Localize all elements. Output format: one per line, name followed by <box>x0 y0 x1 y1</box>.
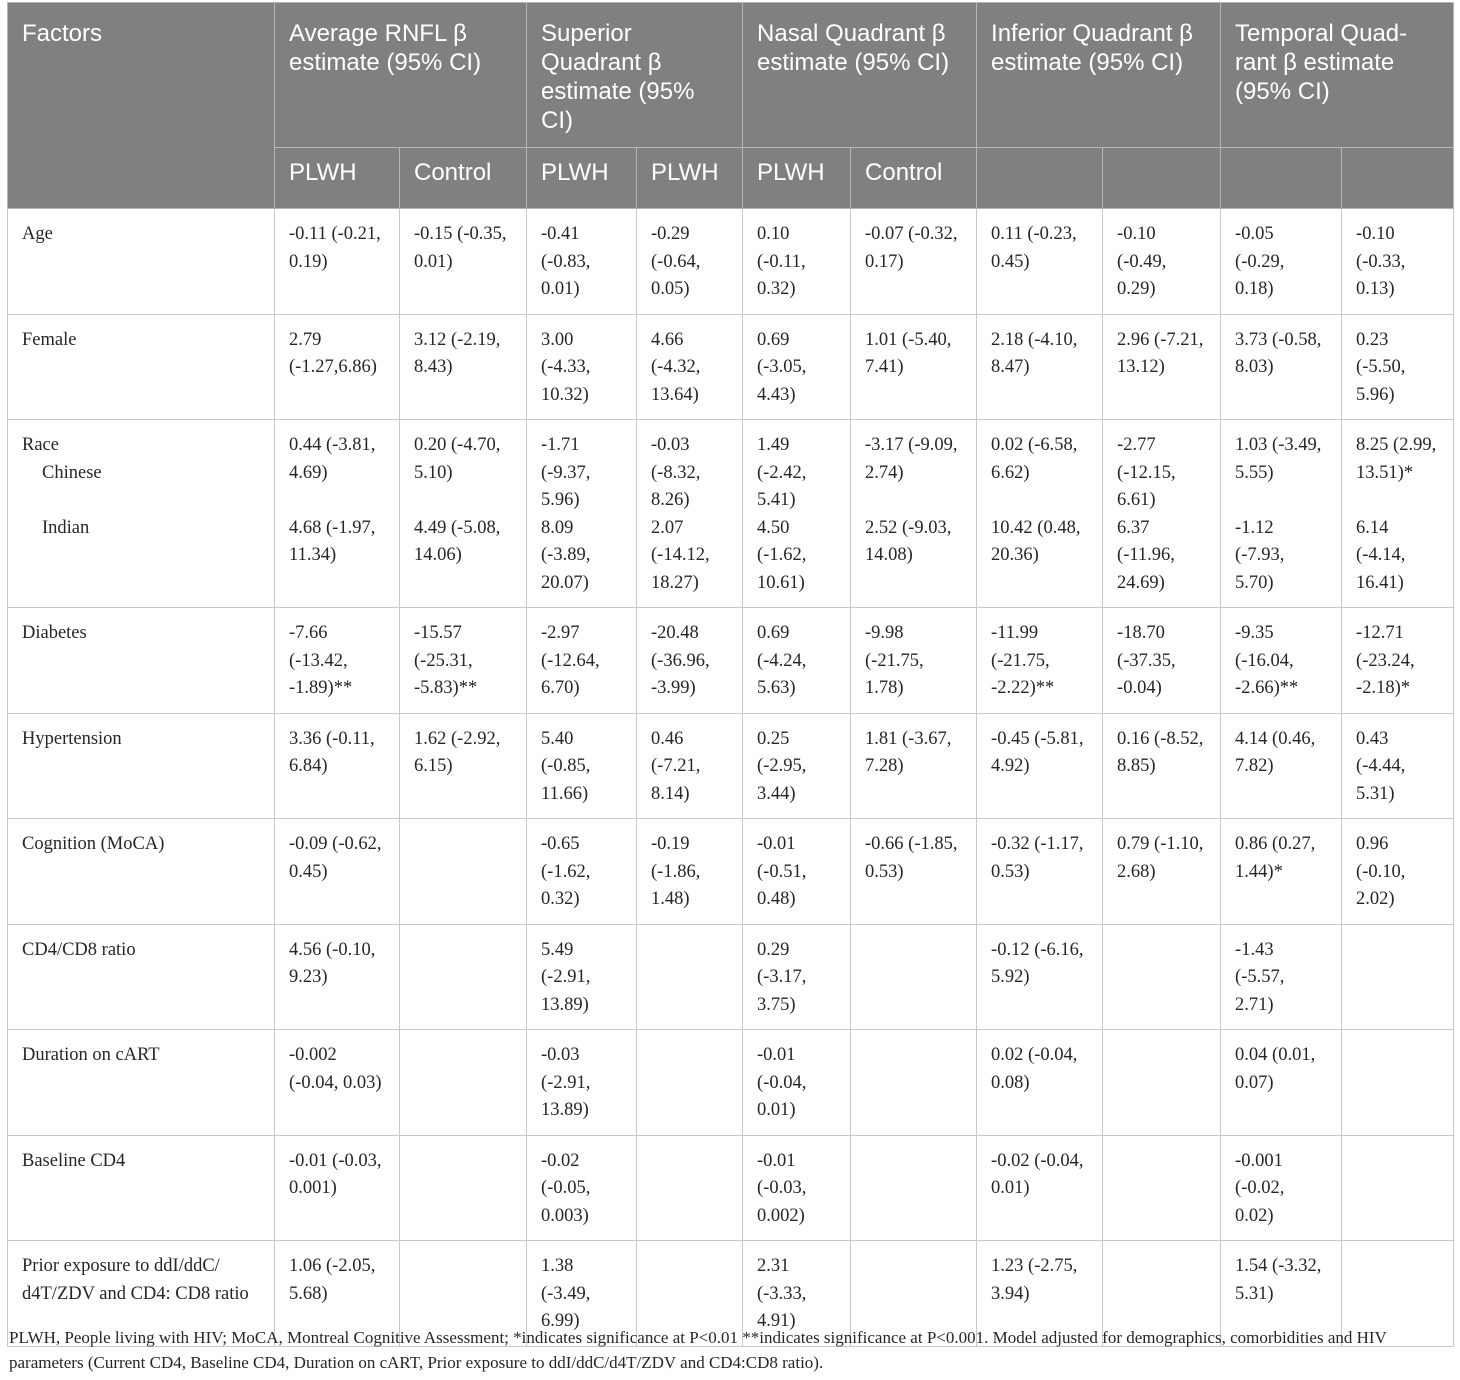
table-row <box>8 314 1454 420</box>
chinese-value: 0.02 (-6.58, 6.62) <box>991 435 1078 483</box>
table-header <box>8 3 1454 209</box>
subheader-cell <box>1342 148 1454 209</box>
race-indian-label: Indian <box>42 517 90 538</box>
table-cell: -0.41 (-0.83, 0.01) <box>527 209 637 315</box>
table-cell: -0.002 (-0.04, 0.03) <box>275 1030 400 1136</box>
indian-value: 2.52 (-9.03, 14.08) <box>865 517 952 565</box>
table-cell: -9.35 (-16.04, -2.66)** <box>1221 608 1342 714</box>
table-row <box>8 1135 1454 1241</box>
table-cell <box>400 924 527 1030</box>
chinese-value: 0.44 (-3.81, 4.69) <box>289 435 376 483</box>
row-factor: Cognition (MoCA) <box>8 819 275 925</box>
table-cell <box>637 924 743 1030</box>
table-cell: -18.70 (-37.35, -0.04) <box>1103 608 1221 714</box>
table-cell: -0.11 (-0.21, 0.19) <box>275 209 400 315</box>
table-cell: 4.14 (0.46, 7.82) <box>1221 713 1342 819</box>
table-cell: 3.36 (-0.11, 6.84) <box>275 713 400 819</box>
subheader-cell: PLWH <box>637 148 743 209</box>
table-cell: 0.23 (-5.50, 5.96) <box>1342 314 1454 420</box>
table-cell <box>527 420 637 608</box>
table-cell <box>1221 420 1342 608</box>
table-cell <box>400 819 527 925</box>
table-cell: 0.25 (-2.95, 3.44) <box>743 713 851 819</box>
chinese-value: 1.03 (-3.49, 5.55) <box>1235 435 1322 483</box>
table-cell <box>977 420 1103 608</box>
indian-value: 6.37 (-11.96, 24.69) <box>1117 517 1175 593</box>
table-cell: -20.48 (-36.96, -3.99) <box>637 608 743 714</box>
table-cell: 0.16 (-8.52, 8.85) <box>1103 713 1221 819</box>
table-cell: -0.15 (-0.35, 0.01) <box>400 209 527 315</box>
table-cell: -0.66 (-1.85, 0.53) <box>851 819 977 925</box>
row-factor: Hypertension <box>8 713 275 819</box>
table-cell: 2.96 (-7.21, 13.12) <box>1103 314 1221 420</box>
table-cell: -0.03 (-2.91, 13.89) <box>527 1030 637 1136</box>
chinese-value: -2.77 (-12.15, 6.61) <box>1117 435 1176 510</box>
table-row <box>8 819 1454 925</box>
table-cell: -1.43 (-5.57, 2.71) <box>1221 924 1342 1030</box>
table-cell: -12.71 (-23.24, -2.18)* <box>1342 608 1454 714</box>
table-cell: -0.19 (-1.86, 1.48) <box>637 819 743 925</box>
table-row <box>8 713 1454 819</box>
regression-table <box>7 2 1454 1347</box>
race-chinese-label: Chinese <box>42 462 102 483</box>
table-cell: 0.02 (-0.04, 0.08) <box>977 1030 1103 1136</box>
table-cell: 1.54 (-3.32, 5.31) <box>1221 1241 1342 1347</box>
table-cell: 0.29 (-3.17, 3.75) <box>743 924 851 1030</box>
table-cell: -0.01 (-0.04, 0.01) <box>743 1030 851 1136</box>
row-factor-label: Race <box>22 435 59 455</box>
table-cell: 0.04 (0.01, 0.07) <box>1221 1030 1342 1136</box>
subheader-cell: Control <box>400 148 527 209</box>
table-body <box>8 209 1454 1347</box>
table-cell: 1.23 (-2.75, 3.94) <box>977 1241 1103 1347</box>
table-cell: -0.02 (-0.04, 0.01) <box>977 1135 1103 1241</box>
table-cell: -7.66 (-13.42, -1.89)** <box>275 608 400 714</box>
table-cell <box>743 420 851 608</box>
table-row <box>8 608 1454 714</box>
table-row <box>8 1030 1454 1136</box>
header-nasal-quadrant: Nasal Quadrant β estimate (95% CI) <box>743 3 977 148</box>
header-factors: Factors <box>8 3 275 209</box>
table-cell: 2.18 (-4.10, 8.47) <box>977 314 1103 420</box>
subheader-cell: PLWH <box>275 148 400 209</box>
indian-value: 6.14 (-4.14, 16.41) <box>1356 517 1406 593</box>
table-cell <box>1103 1030 1221 1136</box>
table-cell: 0.10 (-0.11, 0.32) <box>743 209 851 315</box>
indian-value: -1.12 (-7.93, 5.70) <box>1235 517 1285 593</box>
table-cell: -0.10 (-0.33, 0.13) <box>1342 209 1454 315</box>
table-cell: 0.79 (-1.10, 2.68) <box>1103 819 1221 925</box>
table-cell: 2.31 (-3.33, 4.91) <box>743 1241 851 1347</box>
row-factor: Prior exposure to ddI/ddC/ d4T/ZDV and CD4: CD8 ratio <box>8 1241 275 1347</box>
table-cell: -0.07 (-0.32, 0.17) <box>851 209 977 315</box>
table-cell <box>1103 1135 1221 1241</box>
indian-value: 8.09 (-3.89, 20.07) <box>541 517 591 593</box>
subheader-cell: PLWH <box>527 148 637 209</box>
table-cell: -0.05 (-0.29, 0.18) <box>1221 209 1342 315</box>
table-cell: 4.66 (-4.32, 13.64) <box>637 314 743 420</box>
table-cell: -0.01 (-0.03, 0.001) <box>275 1135 400 1241</box>
chinese-value: 8.25 (2.99, 13.51)* <box>1356 435 1437 483</box>
table-cell <box>637 420 743 608</box>
table-cell <box>1103 420 1221 608</box>
table-cell: -9.98 (-21.75, 1.78) <box>851 608 977 714</box>
header-temporal-quadrant: Temporal Quad-rant β estimate (95% CI) <box>1221 3 1454 148</box>
row-factor: Duration on cART <box>8 1030 275 1136</box>
table-row-race <box>8 420 1454 608</box>
subheader-cell <box>1103 148 1221 209</box>
row-factor: Baseline CD4 <box>8 1135 275 1241</box>
table-cell: 4.56 (-0.10, 9.23) <box>275 924 400 1030</box>
table-cell <box>275 420 400 608</box>
table-cell <box>851 420 977 608</box>
row-factor: CD4/CD8 ratio <box>8 924 275 1030</box>
table-cell: -0.65 (-1.62, 0.32) <box>527 819 637 925</box>
header-superior-quadrant: Superior Quadrant β estimate (95% CI) <box>527 3 743 148</box>
table-cell: -0.29 (-0.64, 0.05) <box>637 209 743 315</box>
table-cell <box>851 1030 977 1136</box>
table-cell <box>851 1135 977 1241</box>
table-cell: -11.99 (-21.75, -2.22)** <box>977 608 1103 714</box>
table-footnote: PLWH, People living with HIV; MoCA, Montreal Cognitive Assessment; *indicates significance at P<0.01 **indicates significance at P<0.001. Model adjusted for demographics, comorbidities and HIV parameters (Current CD4, Baseline CD4, Duration on cART, Prior exposure to ddI/ddC/d4T/ZDV and CD4:CD8 ratio). <box>9 1328 1387 1372</box>
chinese-value: -1.71 (-9.37, 5.96) <box>541 435 591 510</box>
table-cell <box>400 1135 527 1241</box>
table-cell <box>1342 420 1454 608</box>
table-cell: 0.43 (-4.44, 5.31) <box>1342 713 1454 819</box>
table-cell <box>1342 1030 1454 1136</box>
subheader-cell <box>977 148 1103 209</box>
table-cell: -2.97 (-12.64, 6.70) <box>527 608 637 714</box>
table-cell: -0.32 (-1.17, 0.53) <box>977 819 1103 925</box>
table-cell: 0.46 (-7.21, 8.14) <box>637 713 743 819</box>
indian-value: 10.42 (0.48, 20.36) <box>991 517 1081 565</box>
chinese-value: 0.20 (-4.70, 5.10) <box>414 435 501 483</box>
table-cell: 3.12 (-2.19, 8.43) <box>400 314 527 420</box>
table-cell: 1.38 (-3.49, 6.99) <box>527 1241 637 1347</box>
table-cell: 0.11 (-0.23, 0.45) <box>977 209 1103 315</box>
table-cell: -0.02 (-0.05, 0.003) <box>527 1135 637 1241</box>
table-cell: -15.57 (-25.31, -5.83)** <box>400 608 527 714</box>
indian-value: 4.50 (-1.62, 10.61) <box>757 517 807 593</box>
row-factor: Diabetes <box>8 608 275 714</box>
table-cell <box>1103 924 1221 1030</box>
subheader-cell: PLWH <box>743 148 851 209</box>
table-cell: 3.00 (-4.33, 10.32) <box>527 314 637 420</box>
table-cell: 1.06 (-2.05, 5.68) <box>275 1241 400 1347</box>
table-cell: -0.12 (-6.16, 5.92) <box>977 924 1103 1030</box>
table-cell: -0.45 (-5.81, 4.92) <box>977 713 1103 819</box>
table-cell <box>637 1030 743 1136</box>
header-average-rnfl: Average RNFL β estimate (95% CI) <box>275 3 527 148</box>
table-cell: 1.01 (-5.40, 7.41) <box>851 314 977 420</box>
subheader-cell <box>1221 148 1342 209</box>
table-cell: 0.69 (-4.24, 5.63) <box>743 608 851 714</box>
table-cell: 3.73 (-0.58, 8.03) <box>1221 314 1342 420</box>
table-cell: 2.79 (-1.27,6.86) <box>275 314 400 420</box>
subheader-cell: Control <box>851 148 977 209</box>
table-cell: 5.40 (-0.85, 11.66) <box>527 713 637 819</box>
table-cell: 0.86 (0.27, 1.44)* <box>1221 819 1342 925</box>
table-cell <box>851 924 977 1030</box>
table-cell: 1.62 (-2.92, 6.15) <box>400 713 527 819</box>
table-row <box>8 924 1454 1030</box>
table-cell: -0.01 (-0.03, 0.002) <box>743 1135 851 1241</box>
table-cell: 5.49 (-2.91, 13.89) <box>527 924 637 1030</box>
table-cell: -0.001 (-0.02, 0.02) <box>1221 1135 1342 1241</box>
header-inferior-quadrant: Inferior Quadrant β estimate (95% CI) <box>977 3 1221 148</box>
chinese-value: -3.17 (-9.09, 2.74) <box>865 435 958 483</box>
table-row <box>8 209 1454 315</box>
row-factor: Female <box>8 314 275 420</box>
chinese-value: 1.49 (-2.42, 5.41) <box>757 435 807 510</box>
table-cell <box>1342 924 1454 1030</box>
table-cell: -0.09 (-0.62, 0.45) <box>275 819 400 925</box>
table-cell: -0.01 (-0.51, 0.48) <box>743 819 851 925</box>
indian-value: 4.68 (-1.97, 11.34) <box>289 517 376 565</box>
table-cell <box>400 1030 527 1136</box>
chinese-value: -0.03 (-8.32, 8.26) <box>651 435 701 510</box>
table-cell <box>400 420 527 608</box>
table-cell: -0.10 (-0.49, 0.29) <box>1103 209 1221 315</box>
row-factor: Age <box>8 209 275 315</box>
table-cell <box>637 1135 743 1241</box>
indian-value: 2.07 (-14.12, 18.27) <box>651 517 710 593</box>
table-cell <box>1342 1135 1454 1241</box>
table-cell: 0.96 (-0.10, 2.02) <box>1342 819 1454 925</box>
table-cell: 1.81 (-3.67, 7.28) <box>851 713 977 819</box>
table-cell: 0.69 (-3.05, 4.43) <box>743 314 851 420</box>
row-factor <box>8 420 275 608</box>
indian-value: 4.49 (-5.08, 14.06) <box>414 517 501 565</box>
